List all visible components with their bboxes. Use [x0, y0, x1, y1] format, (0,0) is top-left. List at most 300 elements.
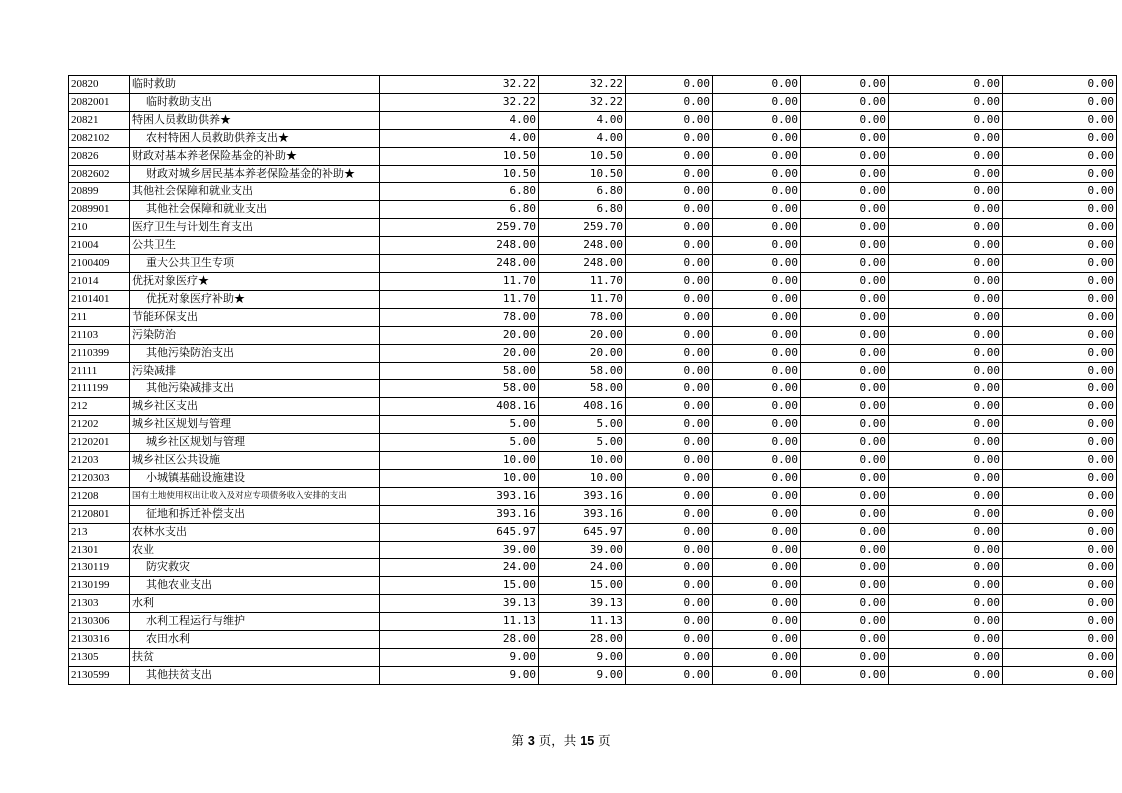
subject-name-text: 农林水支出	[132, 524, 187, 538]
subject-name-text: 其他农业支出	[146, 578, 212, 592]
amount-cell: 0.00	[1003, 344, 1117, 362]
amount-cell: 20.00	[380, 344, 539, 362]
subject-name-text: 水利工程运行与维护	[146, 614, 245, 628]
subject-name-cell	[130, 308, 380, 326]
amount-cell: 0.00	[1003, 541, 1117, 559]
amount-cell: 0.00	[889, 201, 1003, 219]
table-row	[69, 469, 1117, 487]
amount-cell: 0.00	[626, 416, 713, 434]
subject-name-cell	[130, 523, 380, 541]
subject-name-cell	[130, 541, 380, 559]
amount-cell: 0.00	[1003, 631, 1117, 649]
amount-cell: 0.00	[626, 434, 713, 452]
subject-code-cell: 21301	[69, 541, 130, 559]
amount-cell: 0.00	[801, 165, 889, 183]
amount-cell: 0.00	[626, 255, 713, 273]
amount-cell: 0.00	[801, 416, 889, 434]
amount-cell: 10.50	[380, 165, 539, 183]
subject-name-text: 其他扶贫支出	[146, 667, 212, 681]
amount-cell: 0.00	[713, 255, 801, 273]
amount-cell: 0.00	[801, 344, 889, 362]
amount-cell: 0.00	[1003, 237, 1117, 255]
table-row	[69, 649, 1117, 667]
amount-cell: 0.00	[626, 649, 713, 667]
amount-cell: 0.00	[1003, 487, 1117, 505]
page-footer	[0, 731, 1122, 749]
amount-cell: 0.00	[889, 487, 1003, 505]
amount-cell: 0.00	[889, 93, 1003, 111]
subject-name-text: 污染减排	[132, 363, 176, 377]
amount-cell: 10.50	[539, 147, 626, 165]
amount-cell: 9.00	[380, 649, 539, 667]
amount-cell: 0.00	[713, 183, 801, 201]
subject-name-cell	[130, 559, 380, 577]
amount-cell: 0.00	[713, 219, 801, 237]
table-row	[69, 380, 1117, 398]
subject-code-cell: 20821	[69, 111, 130, 129]
subject-code-cell: 210	[69, 219, 130, 237]
subject-name-cell	[130, 613, 380, 631]
amount-cell: 0.00	[889, 541, 1003, 559]
amount-cell: 0.00	[889, 469, 1003, 487]
amount-cell: 393.16	[539, 505, 626, 523]
subject-name-text: 城乡社区规划与管理	[146, 435, 245, 449]
subject-code-cell: 2130599	[69, 666, 130, 684]
amount-cell: 0.00	[626, 666, 713, 684]
amount-cell: 0.00	[889, 613, 1003, 631]
amount-cell: 0.00	[889, 111, 1003, 129]
amount-cell: 0.00	[713, 362, 801, 380]
amount-cell: 10.50	[539, 165, 626, 183]
amount-cell: 0.00	[1003, 111, 1117, 129]
subject-name-text: 优抚对象医疗★	[132, 273, 209, 287]
subject-name-cell	[130, 398, 380, 416]
subject-name-text: 公共卫生	[132, 238, 176, 252]
amount-cell: 0.00	[713, 595, 801, 613]
subject-code-cell: 21202	[69, 416, 130, 434]
amount-cell: 393.16	[380, 487, 539, 505]
amount-cell: 393.16	[380, 505, 539, 523]
subject-name-text: 临时救助支出	[146, 94, 212, 108]
amount-cell: 10.00	[539, 452, 626, 470]
subject-code-cell: 2101401	[69, 290, 130, 308]
amount-cell: 0.00	[801, 147, 889, 165]
amount-cell: 0.00	[1003, 219, 1117, 237]
amount-cell: 0.00	[713, 201, 801, 219]
amount-cell: 0.00	[626, 398, 713, 416]
amount-cell: 5.00	[539, 416, 626, 434]
table-row	[69, 523, 1117, 541]
amount-cell: 0.00	[626, 380, 713, 398]
amount-cell: 58.00	[380, 380, 539, 398]
amount-cell: 393.16	[539, 487, 626, 505]
amount-cell: 11.13	[380, 613, 539, 631]
amount-cell: 4.00	[380, 129, 539, 147]
amount-cell: 9.00	[380, 666, 539, 684]
table-row	[69, 416, 1117, 434]
amount-cell: 248.00	[539, 255, 626, 273]
amount-cell: 0.00	[801, 487, 889, 505]
subject-name-cell	[130, 416, 380, 434]
amount-cell: 0.00	[1003, 272, 1117, 290]
table-row	[69, 183, 1117, 201]
subject-code-cell: 2130199	[69, 577, 130, 595]
amount-cell: 0.00	[889, 398, 1003, 416]
amount-cell: 0.00	[713, 649, 801, 667]
amount-cell: 0.00	[1003, 76, 1117, 94]
subject-name-text: 优抚对象医疗补助★	[146, 291, 245, 305]
table-row	[69, 165, 1117, 183]
subject-name-text: 其他社会保障和就业支出	[146, 202, 267, 216]
subject-name-cell	[130, 237, 380, 255]
amount-cell: 0.00	[889, 452, 1003, 470]
amount-cell: 0.00	[1003, 595, 1117, 613]
amount-cell: 4.00	[539, 111, 626, 129]
amount-cell: 0.00	[1003, 93, 1117, 111]
amount-cell: 0.00	[889, 147, 1003, 165]
amount-cell: 248.00	[380, 237, 539, 255]
amount-cell: 10.00	[380, 469, 539, 487]
table-row	[69, 559, 1117, 577]
table-row	[69, 93, 1117, 111]
footer-suffix: 页	[594, 733, 611, 748]
amount-cell: 0.00	[626, 541, 713, 559]
amount-cell: 0.00	[713, 398, 801, 416]
amount-cell: 11.70	[539, 290, 626, 308]
footer-page-number: 3	[527, 734, 535, 748]
subject-code-cell: 2100409	[69, 255, 130, 273]
subject-name-cell	[130, 183, 380, 201]
amount-cell: 0.00	[626, 326, 713, 344]
amount-cell: 0.00	[713, 237, 801, 255]
amount-cell: 0.00	[889, 577, 1003, 595]
amount-cell: 4.00	[380, 111, 539, 129]
amount-cell: 0.00	[801, 649, 889, 667]
amount-cell: 0.00	[713, 452, 801, 470]
amount-cell: 0.00	[1003, 469, 1117, 487]
amount-cell: 0.00	[889, 255, 1003, 273]
amount-cell: 0.00	[1003, 505, 1117, 523]
table-row	[69, 147, 1117, 165]
amount-cell: 28.00	[539, 631, 626, 649]
subject-name-cell	[130, 666, 380, 684]
amount-cell: 0.00	[801, 237, 889, 255]
amount-cell: 0.00	[801, 505, 889, 523]
amount-cell: 0.00	[626, 362, 713, 380]
subject-code-cell: 21305	[69, 649, 130, 667]
amount-cell: 248.00	[380, 255, 539, 273]
subject-code-cell: 21111	[69, 362, 130, 380]
table-row	[69, 505, 1117, 523]
amount-cell: 32.22	[539, 76, 626, 94]
subject-code-cell: 20826	[69, 147, 130, 165]
subject-code-cell: 2120303	[69, 469, 130, 487]
amount-cell: 20.00	[539, 344, 626, 362]
subject-name-text: 特困人员救助供养★	[132, 112, 231, 126]
amount-cell: 0.00	[1003, 326, 1117, 344]
table-row	[69, 452, 1117, 470]
subject-name-cell	[130, 93, 380, 111]
amount-cell: 5.00	[380, 416, 539, 434]
subject-name-cell	[130, 219, 380, 237]
amount-cell: 0.00	[801, 362, 889, 380]
amount-cell: 0.00	[626, 76, 713, 94]
table-row	[69, 237, 1117, 255]
amount-cell: 4.00	[539, 129, 626, 147]
amount-cell: 0.00	[713, 469, 801, 487]
subject-name-text: 临时救助	[132, 77, 176, 90]
subject-code-cell: 2089901	[69, 201, 130, 219]
amount-cell: 0.00	[713, 344, 801, 362]
amount-cell: 0.00	[713, 380, 801, 398]
amount-cell: 20.00	[380, 326, 539, 344]
table-row	[69, 541, 1117, 559]
amount-cell: 0.00	[626, 201, 713, 219]
amount-cell: 0.00	[713, 559, 801, 577]
subject-code-cell: 2120801	[69, 505, 130, 523]
subject-name-cell	[130, 434, 380, 452]
amount-cell: 0.00	[801, 255, 889, 273]
table-row	[69, 129, 1117, 147]
amount-cell: 0.00	[801, 577, 889, 595]
amount-cell: 0.00	[1003, 398, 1117, 416]
subject-name-cell	[130, 631, 380, 649]
subject-name-text: 农业	[132, 542, 154, 556]
table-row	[69, 326, 1117, 344]
amount-cell: 0.00	[1003, 183, 1117, 201]
table-row	[69, 111, 1117, 129]
amount-cell: 0.00	[626, 308, 713, 326]
subject-code-cell: 2130119	[69, 559, 130, 577]
amount-cell: 15.00	[539, 577, 626, 595]
table-row	[69, 398, 1117, 416]
subject-code-cell: 212	[69, 398, 130, 416]
subject-name-text: 城乡社区公共设施	[132, 453, 220, 467]
amount-cell: 0.00	[889, 326, 1003, 344]
table-body	[69, 76, 1117, 685]
subject-code-cell: 2120201	[69, 434, 130, 452]
subject-name-text: 城乡社区支出	[132, 399, 198, 413]
subject-name-cell	[130, 595, 380, 613]
amount-cell: 0.00	[801, 201, 889, 219]
amount-cell: 0.00	[626, 487, 713, 505]
amount-cell: 0.00	[626, 613, 713, 631]
amount-cell: 0.00	[801, 272, 889, 290]
amount-cell: 0.00	[1003, 201, 1117, 219]
amount-cell: 0.00	[713, 272, 801, 290]
amount-cell: 0.00	[801, 613, 889, 631]
amount-cell: 0.00	[801, 398, 889, 416]
amount-cell: 9.00	[539, 649, 626, 667]
amount-cell: 408.16	[539, 398, 626, 416]
amount-cell: 0.00	[889, 416, 1003, 434]
amount-cell: 0.00	[626, 147, 713, 165]
amount-cell: 39.13	[380, 595, 539, 613]
amount-cell: 0.00	[626, 272, 713, 290]
amount-cell: 0.00	[1003, 362, 1117, 380]
subject-code-cell: 2082001	[69, 93, 130, 111]
amount-cell: 0.00	[626, 93, 713, 111]
amount-cell: 248.00	[539, 237, 626, 255]
subject-name-text: 其他污染减排支出	[146, 381, 234, 395]
subject-name-cell	[130, 469, 380, 487]
subject-name-cell	[130, 362, 380, 380]
amount-cell: 0.00	[713, 76, 801, 94]
table-row	[69, 362, 1117, 380]
subject-name-text: 重大公共卫生专项	[146, 256, 234, 270]
amount-cell: 6.80	[539, 201, 626, 219]
amount-cell: 0.00	[1003, 416, 1117, 434]
amount-cell: 10.50	[380, 147, 539, 165]
amount-cell: 0.00	[713, 613, 801, 631]
amount-cell: 20.00	[539, 326, 626, 344]
subject-name-cell	[130, 129, 380, 147]
amount-cell: 0.00	[1003, 613, 1117, 631]
amount-cell: 78.00	[380, 308, 539, 326]
table-row	[69, 344, 1117, 362]
amount-cell: 11.70	[539, 272, 626, 290]
subject-name-text: 国有土地使用权出让收入及对应专项债务收入安排的支出	[132, 490, 347, 501]
amount-cell: 0.00	[713, 308, 801, 326]
amount-cell: 58.00	[539, 362, 626, 380]
amount-cell: 9.00	[539, 666, 626, 684]
subject-code-cell: 2130316	[69, 631, 130, 649]
amount-cell: 0.00	[889, 649, 1003, 667]
amount-cell: 0.00	[801, 219, 889, 237]
amount-cell: 0.00	[889, 237, 1003, 255]
amount-cell: 0.00	[626, 183, 713, 201]
amount-cell: 0.00	[889, 272, 1003, 290]
table-row	[69, 201, 1117, 219]
amount-cell: 0.00	[889, 434, 1003, 452]
amount-cell: 0.00	[801, 76, 889, 94]
amount-cell: 0.00	[1003, 452, 1117, 470]
amount-cell: 645.97	[380, 523, 539, 541]
amount-cell: 0.00	[889, 559, 1003, 577]
subject-code-cell: 2111199	[69, 380, 130, 398]
amount-cell: 0.00	[801, 93, 889, 111]
subject-name-cell	[130, 380, 380, 398]
amount-cell: 0.00	[1003, 666, 1117, 684]
subject-name-cell	[130, 147, 380, 165]
subject-name-cell	[130, 487, 380, 505]
table-row	[69, 255, 1117, 273]
footer-middle: 页，共	[534, 733, 581, 748]
amount-cell: 0.00	[1003, 577, 1117, 595]
amount-cell: 0.00	[713, 631, 801, 649]
amount-cell: 0.00	[801, 308, 889, 326]
amount-cell: 58.00	[380, 362, 539, 380]
amount-cell: 0.00	[889, 631, 1003, 649]
amount-cell: 6.80	[539, 183, 626, 201]
subject-code-cell: 21208	[69, 487, 130, 505]
amount-cell: 0.00	[889, 523, 1003, 541]
subject-name-cell	[130, 577, 380, 595]
subject-name-text: 防灾救灾	[146, 560, 190, 574]
amount-cell: 5.00	[380, 434, 539, 452]
amount-cell: 0.00	[889, 505, 1003, 523]
subject-code-cell: 2110399	[69, 344, 130, 362]
amount-cell: 0.00	[889, 595, 1003, 613]
amount-cell: 0.00	[801, 290, 889, 308]
subject-name-cell	[130, 76, 380, 94]
subject-name-text: 征地和拆迁补偿支出	[146, 506, 245, 520]
amount-cell: 10.00	[380, 452, 539, 470]
amount-cell: 0.00	[713, 487, 801, 505]
subject-code-cell: 20820	[69, 76, 130, 94]
table-row	[69, 290, 1117, 308]
amount-cell: 0.00	[889, 129, 1003, 147]
amount-cell: 11.70	[380, 290, 539, 308]
subject-name-text: 小城镇基础设施建设	[146, 470, 245, 484]
subject-name-cell	[130, 272, 380, 290]
amount-cell: 0.00	[801, 631, 889, 649]
amount-cell: 58.00	[539, 380, 626, 398]
subject-name-cell	[130, 505, 380, 523]
subject-code-cell: 211	[69, 308, 130, 326]
amount-cell: 0.00	[626, 237, 713, 255]
amount-cell: 11.13	[539, 613, 626, 631]
amount-cell: 0.00	[889, 290, 1003, 308]
amount-cell: 0.00	[626, 631, 713, 649]
amount-cell: 0.00	[801, 183, 889, 201]
budget-table	[68, 75, 1117, 685]
subject-name-cell	[130, 452, 380, 470]
subject-code-cell: 21014	[69, 272, 130, 290]
amount-cell: 32.22	[380, 93, 539, 111]
amount-cell: 0.00	[1003, 129, 1117, 147]
amount-cell: 0.00	[626, 523, 713, 541]
amount-cell: 0.00	[713, 290, 801, 308]
subject-name-text: 农田水利	[146, 632, 190, 646]
amount-cell: 6.80	[380, 183, 539, 201]
subject-name-cell	[130, 290, 380, 308]
amount-cell: 0.00	[889, 183, 1003, 201]
amount-cell: 0.00	[713, 147, 801, 165]
amount-cell: 32.22	[539, 93, 626, 111]
amount-cell: 5.00	[539, 434, 626, 452]
amount-cell: 0.00	[1003, 308, 1117, 326]
subject-code-cell: 2082602	[69, 165, 130, 183]
table-row	[69, 487, 1117, 505]
table-row	[69, 76, 1117, 94]
amount-cell: 0.00	[626, 344, 713, 362]
amount-cell: 0.00	[626, 129, 713, 147]
subject-name-cell	[130, 201, 380, 219]
amount-cell: 0.00	[889, 362, 1003, 380]
subject-code-cell: 21004	[69, 237, 130, 255]
amount-cell: 0.00	[801, 559, 889, 577]
amount-cell: 0.00	[626, 595, 713, 613]
subject-name-text: 医疗卫生与计划生育支出	[132, 220, 253, 234]
footer-prefix: 第	[511, 733, 528, 748]
subject-code-cell: 21203	[69, 452, 130, 470]
table-row	[69, 219, 1117, 237]
subject-name-text: 其他污染防治支出	[146, 345, 234, 359]
amount-cell: 0.00	[1003, 649, 1117, 667]
amount-cell: 0.00	[713, 666, 801, 684]
table-row	[69, 577, 1117, 595]
amount-cell: 39.00	[539, 541, 626, 559]
amount-cell: 0.00	[626, 505, 713, 523]
amount-cell: 0.00	[889, 76, 1003, 94]
table-row	[69, 272, 1117, 290]
subject-name-cell	[130, 344, 380, 362]
amount-cell: 645.97	[539, 523, 626, 541]
amount-cell: 0.00	[801, 541, 889, 559]
amount-cell: 0.00	[801, 129, 889, 147]
amount-cell: 0.00	[801, 595, 889, 613]
